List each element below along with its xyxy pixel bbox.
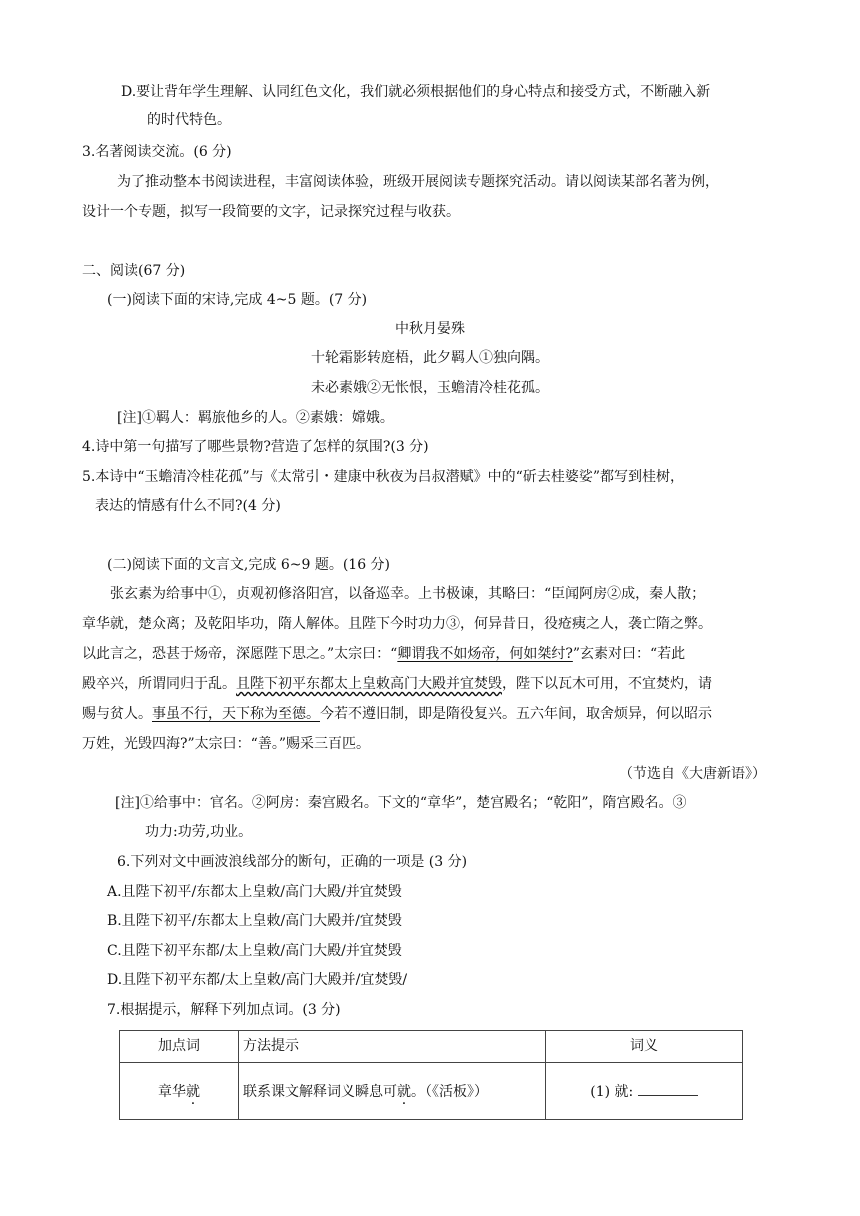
- classical-line4: 殿卒兴，所谓同归于乱。且陛下初平东都太上皇敕高门大殿并宜焚毁，陛下以瓦木可用，不宜焚灼，请: [82, 676, 712, 692]
- classical-line3: 以此言之，恐甚于炀帝，深愿陛下思之。”太宗曰：“卿谓我不如炀帝，何如桀纣?”玄素对曰：“若此: [82, 646, 686, 662]
- q3-paragraph-line2: 设计一个专题，拟写一段简要的文字，记录探究过程与收获。: [82, 204, 460, 220]
- q6-option-a: A.且陛下初平/东都太上皇敕/高门大殿/并宜焚毁: [107, 884, 402, 900]
- q5-stem-line2: 表达的情感有什么不同?(4 分): [95, 498, 281, 514]
- q3-title: 3.名著阅读交流。(6 分): [82, 144, 232, 160]
- poem-line1: 十轮霜影转庭梧，此夕羁人①独向隅。: [311, 350, 549, 366]
- poem-intro: (一)阅读下面的宋诗,完成 4~5 题。(7 分): [107, 292, 368, 308]
- cell-meaning: (1) 就:: [546, 1063, 743, 1120]
- cell-hint: 联系课文解释词义瞬息可就。（《活板》）: [239, 1063, 546, 1120]
- classical-line1: 张玄素为给事中①，贞观初修洛阳宫，以备巡幸。上书极谏，其略曰：“臣闻阿房②成，秦人散；: [110, 586, 706, 602]
- q7-table-row: [120, 1063, 743, 1120]
- underlined-sentence-2: 事虽不行，天下称为至德。: [152, 706, 320, 722]
- cell-keyword: 章华就: [120, 1063, 239, 1120]
- poem-note: [注]①羁人：羁旅他乡的人。②素娥：嫦娥。: [117, 410, 394, 426]
- dotted-word: 就: [397, 1084, 411, 1100]
- q2-option-d-line1: D.要让背年学生理解、认同红色文化，我们就必须根据他们的身心特点和接受方式，不断融入新: [121, 84, 711, 100]
- underlined-sentence-1: 卿谓我不如炀帝，何如桀纣?: [397, 646, 573, 662]
- header-keyword: 加点词: [120, 1031, 239, 1063]
- q2-option-d-line2: 的时代特色。: [147, 112, 231, 128]
- header-method-hint: 方法提示: [239, 1031, 546, 1063]
- answer-blank[interactable]: [638, 1081, 698, 1096]
- q7-table: [119, 1030, 743, 1120]
- wavy-underlined-sentence: 且陛下初平东都太上皇敕高门大殿并宜焚毁: [236, 676, 502, 692]
- classical-source: （节选自《大唐新语》）: [619, 766, 766, 782]
- dotted-word: 就: [186, 1084, 200, 1100]
- classical-line5: 赐与贫人。事虽不行，天下称为至德。今若不遵旧制，即是隋役复兴。五六年间，取舍烦异，何以昭示: [82, 706, 712, 722]
- header-meaning: 词义: [546, 1031, 743, 1063]
- q6-option-b: B.且陛下初平/东都太上皇敕/高门大殿并/宜焚毁: [107, 913, 402, 929]
- q6-stem: 6.下列对文中画波浪线部分的断句，正确的一项是 (3 分): [117, 854, 468, 870]
- classical-line6: 万姓，光毁四海?”太宗曰：“善。”赐采三百匹。: [82, 736, 370, 752]
- section2-title: 二、阅读(67 分): [82, 263, 186, 279]
- classical-line2: 章华就，楚众离；及乾阳毕功，隋人解体。且陛下今时功力③，何异昔日，役疮痍之人，袭亡隋之弊。: [82, 616, 712, 632]
- classical-note-line2: 功力:功劳,功业。: [145, 824, 253, 840]
- q6-option-d: D.且陛下初平东都/太上皇敕/高门大殿并/宜焚毁/: [107, 972, 408, 988]
- classical-note-line1: [注]①给事中：官名。②阿房：秦宫殿名。下文的“章华”，楚宫殿名；“乾阳”，隋宫殿名。③: [115, 795, 687, 811]
- q5-stem-line1: 5.本诗中“玉蟾清冷桂花孤”与《太常引・建康中秋夜为吕叔潜赋》中的“斫去桂婆娑”都写到桂树，: [82, 469, 684, 485]
- poem-title: 中秋月晏殊: [395, 321, 465, 337]
- q4-stem: 4.诗中第一句描写了哪些景物?营造了怎样的氛围?(3 分): [82, 439, 429, 455]
- q6-option-c: C.且陛下初平东都/太上皇敕/高门大殿/并宜焚毁: [107, 943, 402, 959]
- q7-table-header-row: [120, 1031, 743, 1063]
- classical-intro: (二)阅读下面的文言文,完成 6~9 题。(16 分): [107, 557, 391, 573]
- poem-line2: 未必素娥②无怅恨，玉蟾清冷桂花孤。: [311, 380, 549, 396]
- q3-paragraph-line1: 为了推动整本书阅读进程，丰富阅读体验，班级开展阅读专题探究活动。请以阅读某部名著为例，: [117, 174, 719, 190]
- q7-stem: 7.根据提示，解释下列加点词。(3 分): [107, 1002, 341, 1018]
